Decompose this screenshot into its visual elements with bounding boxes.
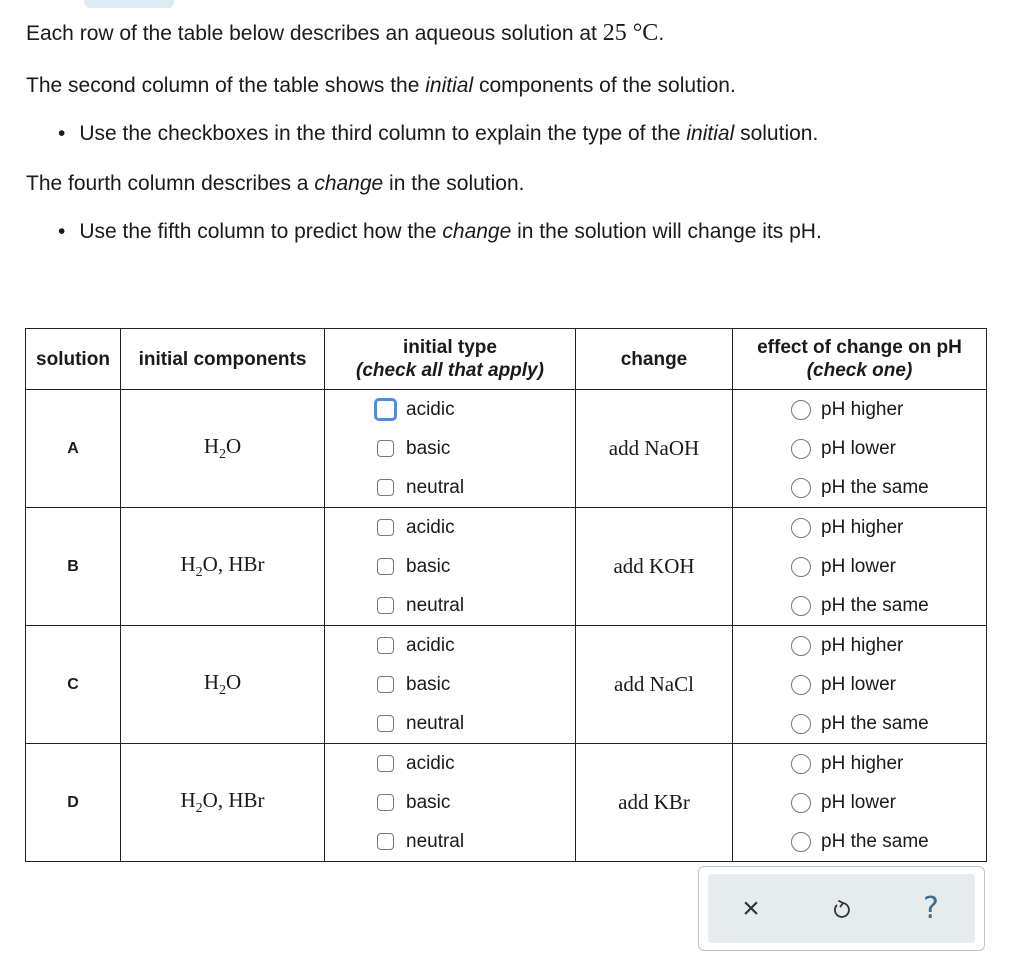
effect-option-label: pH lower [821,673,896,695]
type-option[interactable] [377,822,575,861]
radio-button[interactable] [791,636,811,656]
checkbox[interactable] [377,794,394,811]
change-cell: add KBr [576,744,733,862]
effect-option[interactable] [791,665,986,704]
solution-label: D [26,744,121,862]
effect-option[interactable] [791,390,986,429]
intro-line-2: The second column of the table shows the initial components of the solution. [26,74,736,97]
initial-type-cell [325,626,576,744]
radio-button[interactable] [791,754,811,774]
change-cell: add NaOH [576,390,733,508]
header-effect: effect of change on pH (check one) [733,329,987,390]
effect-option-label: pH lower [821,437,896,459]
radio-button[interactable] [791,596,811,616]
table-row [26,390,987,508]
intro-line-1: Each row of the table below describes an aqueous solution at 25 °C. [26,20,665,46]
checkbox[interactable] [377,715,394,732]
checkbox[interactable] [377,440,394,457]
help-icon: ? [923,891,939,926]
effect-option-label: pH higher [821,516,904,538]
solution-label: B [26,508,121,626]
checkbox[interactable] [377,597,394,614]
initial-components: $H_2O$ [121,626,325,744]
change-cell: add KOH [576,508,733,626]
checkbox[interactable] [377,558,394,575]
checkbox[interactable] [374,398,397,421]
checkbox[interactable] [377,755,394,772]
effect-option-label: pH the same [821,830,929,852]
checkbox[interactable] [377,833,394,850]
type-option-label: acidic [406,634,455,656]
effect-cell [733,390,987,508]
effect-option[interactable] [791,744,986,783]
table-row [26,744,987,862]
help-button[interactable] [901,874,961,943]
radio-button[interactable] [791,518,811,538]
radio-button[interactable] [791,793,811,813]
effect-option-label: pH the same [821,476,929,498]
type-option[interactable] [377,547,575,586]
radio-button[interactable] [791,832,811,852]
change-cell: add NaCl [576,626,733,744]
type-option-label: acidic [406,752,455,774]
table-header-row [26,329,987,390]
undo-button[interactable] [811,874,871,943]
radio-button[interactable] [791,557,811,577]
effect-option-label: pH the same [821,712,929,734]
effect-option-label: pH the same [821,594,929,616]
effect-option[interactable] [791,626,986,665]
initial-type-cell [325,508,576,626]
initial-components: $H_2O$ [121,390,325,508]
type-option-label: acidic [406,516,455,538]
effect-option[interactable] [791,822,986,861]
instruction-bullet-2: • Use the fifth column to predict how the change in the solution will change its pH. [58,218,822,246]
type-option-label: basic [406,437,451,459]
header-initial-type: initial type (check all that apply) [325,329,576,390]
effect-option[interactable] [791,468,986,507]
effect-option-label: pH higher [821,634,904,656]
effect-option-label: pH higher [821,398,904,420]
undo-icon [831,898,851,920]
type-option[interactable] [377,468,575,507]
type-option[interactable] [377,390,575,429]
checkbox[interactable] [377,637,394,654]
effect-option[interactable] [791,508,986,547]
effect-option[interactable] [791,783,986,822]
temperature: 25 °C [602,20,659,46]
answer-toolbar [708,874,975,943]
radio-button[interactable] [791,675,811,695]
initial-components: $H_2O$, HBr [121,744,325,862]
effect-cell [733,508,987,626]
type-option[interactable] [377,586,575,625]
initial-components: $H_2O$, HBr [121,508,325,626]
type-option[interactable] [377,704,575,743]
table-row [26,508,987,626]
type-option-label: neutral [406,476,465,498]
type-option[interactable] [377,626,575,665]
radio-button[interactable] [791,714,811,734]
close-icon: × [742,891,760,925]
type-option-label: neutral [406,830,465,852]
type-option-label: basic [406,791,451,813]
type-option[interactable] [377,783,575,822]
header-solution: solution [26,329,121,390]
clear-button[interactable] [721,874,781,943]
effect-cell [733,744,987,862]
effect-option[interactable] [791,429,986,468]
type-option-label: basic [406,555,451,577]
effect-option[interactable] [791,586,986,625]
radio-button[interactable] [791,478,811,498]
checkbox[interactable] [377,479,394,496]
initial-type-cell [325,744,576,862]
radio-button[interactable] [791,400,811,420]
type-option[interactable] [377,429,575,468]
effect-cell [733,626,987,744]
table-row [26,626,987,744]
solutions-table [25,328,987,862]
intro-line-3: The fourth column describes a change in the solution. [26,172,525,195]
effect-option-label: pH lower [821,791,896,813]
instruction-bullet-1: • Use the checkboxes in the third column to explain the type of the initial solution. [58,120,818,148]
type-option-label: basic [406,673,451,695]
solution-label: A [26,390,121,508]
header-components: initial components [121,329,325,390]
type-option[interactable] [377,508,575,547]
type-option[interactable] [377,744,575,783]
type-option[interactable] [377,665,575,704]
checkbox[interactable] [377,676,394,693]
initial-type-cell [325,390,576,508]
effect-option[interactable] [791,547,986,586]
radio-button[interactable] [791,439,811,459]
type-option-label: acidic [406,398,455,420]
effect-option-label: pH lower [821,555,896,577]
solution-label: C [26,626,121,744]
type-option-label: neutral [406,712,465,734]
effect-option-label: pH higher [821,752,904,774]
checkbox[interactable] [377,519,394,536]
type-option-label: neutral [406,594,465,616]
header-change: change [576,329,733,390]
top-tab-decoration [84,0,174,8]
effect-option[interactable] [791,704,986,743]
